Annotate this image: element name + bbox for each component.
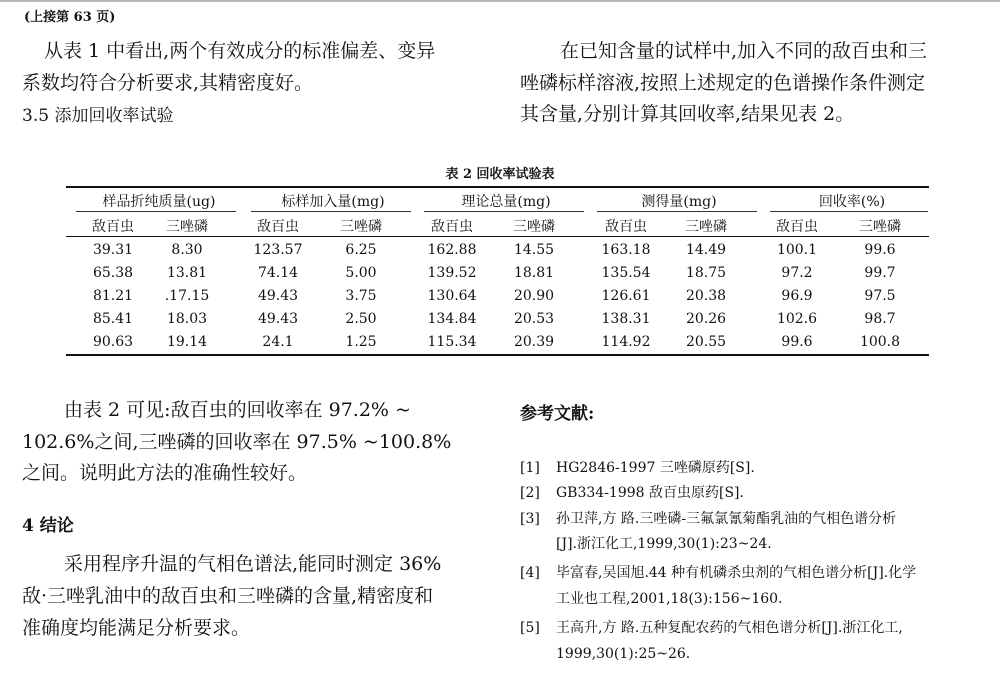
table-cell: 96.9 [781, 288, 813, 304]
table-header-rule [66, 236, 929, 237]
table-cell: 99.7 [864, 265, 896, 281]
reference-number: [4] [520, 565, 540, 581]
table-cell: .17.15 [164, 288, 210, 304]
reference-text: 毕富春,吴国旭.44 种有机磷杀虫剂的气相色谱分析[J].化学 [556, 565, 917, 581]
table-cell: 20.55 [685, 334, 727, 350]
reference-text: 工业也工程,2001,18(3):156~160. [556, 591, 783, 607]
group-underline-4 [597, 211, 757, 212]
reference-text: HG2846-1997 三唑磷原药[S]. [556, 460, 755, 476]
table-cell: 8.30 [171, 242, 203, 258]
reference-text: 王高升,方 路.五种复配农药的气相色谱分析[J].浙江化工, [556, 620, 903, 636]
conclusion-line-3: 准确度均能满足分析要求。 [22, 617, 251, 639]
group-underline-5 [770, 211, 928, 212]
subheader-cell: 三唑磷 [166, 219, 208, 235]
group-header-recovery: 回收率(%) [818, 194, 886, 210]
table-cell: 97.5 [864, 288, 896, 304]
table-cell: 115.34 [427, 334, 477, 350]
continued-note: (上接第 63 页) [24, 10, 116, 25]
table-cell: 163.18 [601, 242, 651, 258]
reference-number: [1] [520, 460, 540, 476]
section-4-heading: 4 结论 [22, 516, 74, 536]
table-cell: 39.31 [92, 242, 134, 258]
right-paragraph-line-3: 其含量,分别计算其回收率,结果见表 2。 [520, 103, 855, 125]
subheader-cell: 三唑磷 [513, 219, 555, 235]
table-cell: 102.6 [776, 311, 818, 327]
subheader-cell: 三唑磷 [685, 219, 727, 235]
subheader-cell: 敌百虫 [257, 219, 299, 235]
conclusion-line-2: 敌·三唑乳油中的敌百虫和三唑磷的含量,精密度和 [22, 585, 434, 607]
table-cell: 99.6 [781, 334, 813, 350]
table-cell: 49.43 [257, 311, 299, 327]
left-paragraph-line-2: 系数均符合分析要求,其精密度好。 [22, 72, 314, 94]
table-cell: 5.00 [345, 265, 377, 281]
reference-text: 1999,30(1):25~26. [556, 646, 691, 662]
reference-number: [5] [520, 620, 540, 636]
group-underline-3 [424, 211, 584, 212]
subheader-cell: 敌百虫 [92, 219, 134, 235]
reference-text: 孙卫萍,方 路.三唑磷-三氟氯氰菊酯乳油的气相色谱分析 [556, 511, 897, 527]
reference-text: GB334-1998 敌百虫原药[S]. [556, 485, 744, 501]
table-cell: 20.39 [513, 334, 555, 350]
reference-number: [2] [520, 485, 540, 501]
table-cell: 85.41 [92, 311, 134, 327]
table-cell: 162.88 [427, 242, 477, 258]
table-cell: 90.63 [92, 334, 134, 350]
section-3-5-heading: 3.5 添加回收率试验 [22, 106, 174, 126]
references-heading: 参考文献: [520, 404, 595, 424]
table-cell: 6.25 [345, 242, 377, 258]
group-header-theoretical: 理论总量(mg) [461, 194, 551, 210]
result-paragraph-line-1: 由表 2 可见:敌百虫的回收率在 97.2% ~ [64, 399, 411, 421]
table-cell: 3.75 [345, 288, 377, 304]
table-cell: 100.1 [776, 242, 818, 258]
table-cell: 13.81 [166, 265, 208, 281]
reference-text: [J].浙江化工,1999,30(1):23~24. [556, 536, 772, 552]
table-cell: 20.53 [513, 311, 555, 327]
table-cell: 74.14 [257, 265, 299, 281]
group-header-added: 标样加入量(mg) [281, 194, 385, 210]
table-cell: 19.14 [166, 334, 208, 350]
top-edge-line [0, 0, 1000, 2]
table-cell: 20.38 [685, 288, 727, 304]
table-cell: 98.7 [864, 311, 896, 327]
table-cell: 1.25 [345, 334, 377, 350]
table-cell: 138.31 [601, 311, 651, 327]
table-cell: 24.1 [262, 334, 294, 350]
right-paragraph-line-1: 在已知含量的试样中,加入不同的敌百虫和三 [560, 40, 928, 62]
conclusion-line-1: 采用程序升温的气相色谱法,能同时测定 36% [64, 553, 442, 575]
subheader-cell: 敌百虫 [605, 219, 647, 235]
table-cell: 18.81 [513, 265, 555, 281]
table-cell: 65.38 [92, 265, 134, 281]
table-cell: 97.2 [781, 265, 813, 281]
table-cell: 123.57 [253, 242, 303, 258]
table-cell: 134.84 [427, 311, 477, 327]
group-header-measured: 测得量(mg) [641, 194, 717, 210]
table-cell: 130.64 [427, 288, 477, 304]
group-underline-2 [251, 211, 411, 212]
table-cell: 14.55 [513, 242, 555, 258]
table-cell: 135.54 [601, 265, 651, 281]
right-paragraph-line-2: 唑磷标样溶液,按照上述规定的色谱操作条件测定 [520, 72, 926, 94]
table-top-rule [66, 186, 929, 188]
left-paragraph-line-1: 从表 1 中看出,两个有效成分的标准偏差、变异 [44, 40, 436, 62]
table-cell: 126.61 [601, 288, 651, 304]
result-paragraph-line-3: 之间。说明此方法的准确性较好。 [22, 462, 308, 484]
subheader-cell: 三唑磷 [340, 219, 382, 235]
table-cell: 100.8 [859, 334, 901, 350]
table-cell: 18.75 [685, 265, 727, 281]
subheader-cell: 敌百虫 [776, 219, 818, 235]
table-cell: 114.92 [601, 334, 651, 350]
table-cell: 81.21 [92, 288, 134, 304]
subheader-cell: 三唑磷 [859, 219, 901, 235]
table-cell: 20.90 [513, 288, 555, 304]
table-cell: 49.43 [257, 288, 299, 304]
group-header-sample: 样品折纯质量(ug) [102, 194, 216, 210]
table-caption: 表 2 回收率试验表 [445, 167, 555, 182]
table-cell: 20.26 [685, 311, 727, 327]
table-cell: 139.52 [427, 265, 477, 281]
table-cell: 2.50 [345, 311, 377, 327]
table-cell: 14.49 [685, 242, 727, 258]
subheader-cell: 敌百虫 [431, 219, 473, 235]
group-underline-1 [76, 211, 236, 212]
table-cell: 18.03 [166, 311, 208, 327]
table-cell: 99.6 [864, 242, 896, 258]
reference-number: [3] [520, 511, 540, 527]
table-bottom-rule [66, 354, 929, 356]
result-paragraph-line-2: 102.6%之间,三唑磷的回收率在 97.5% ~100.8% [22, 431, 452, 453]
